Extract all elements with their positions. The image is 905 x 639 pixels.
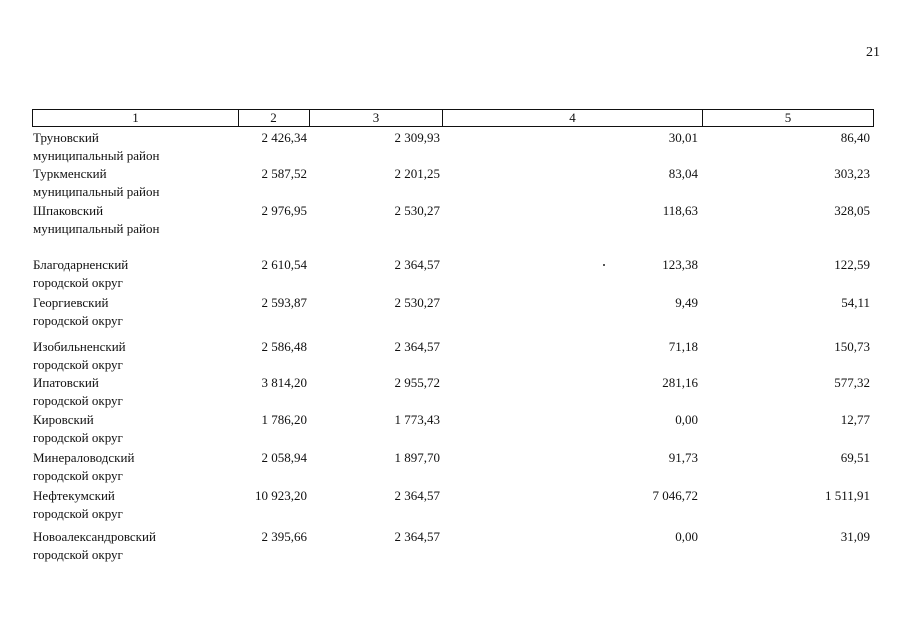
table-row [0, 165, 905, 205]
header-col-2: 2 [238, 109, 310, 127]
table-row [0, 294, 905, 334]
district-name [33, 338, 233, 374]
district-name [33, 449, 233, 485]
value-col-5: 577,32 [834, 375, 870, 390]
value-col-2: 2 610,54 [261, 257, 307, 272]
value-col-4: 281,16 [662, 375, 698, 390]
value-col-2: 10 923,20 [255, 488, 307, 503]
table-row [0, 256, 905, 296]
value-col-5: 150,73 [834, 339, 870, 354]
value-col-4: 91,73 [668, 450, 698, 465]
district-name [33, 202, 233, 238]
value-col-2: 2 586,48 [261, 339, 307, 354]
value-col-5: 86,40 [840, 130, 870, 145]
value-col-5: 303,23 [834, 166, 870, 181]
district-type-line: городской округ [33, 506, 123, 521]
district-name-line: Благодарненский [33, 257, 129, 272]
value-col-3: 1 773,43 [394, 412, 440, 427]
value-col-2: 3 814,20 [261, 375, 307, 390]
value-col-3: 2 530,27 [394, 203, 440, 218]
district-name-line: Минераловодский [33, 450, 135, 465]
value-col-4: 123,38 [662, 257, 698, 272]
value-col-2: 2 395,66 [261, 529, 307, 544]
district-name [33, 294, 233, 330]
district-name-line: Туркменский [33, 166, 107, 181]
district-name-line: Георгиевский [33, 295, 109, 310]
value-col-5: 31,09 [840, 529, 870, 544]
value-col-5: 54,11 [841, 295, 870, 310]
header-col-1: 1 [32, 109, 239, 127]
district-type-line: городской округ [33, 430, 123, 445]
district-name [33, 411, 233, 447]
value-col-2: 2 593,87 [261, 295, 307, 310]
value-col-3: 1 897,70 [394, 450, 440, 465]
district-type-line: городской округ [33, 547, 123, 562]
value-col-5: 69,51 [840, 450, 870, 465]
district-name [33, 528, 233, 564]
value-col-4: 83,04 [668, 166, 698, 181]
district-name-line: Кировский [33, 412, 94, 427]
district-name [33, 374, 233, 410]
value-col-3: 2 309,93 [394, 130, 440, 145]
value-col-4: 30,01 [668, 130, 698, 145]
table-row [0, 411, 905, 451]
value-col-5: 1 511,91 [824, 488, 870, 503]
value-col-3: 2 201,25 [394, 166, 440, 181]
table-row [0, 487, 905, 527]
value-col-3: 2 530,27 [394, 295, 440, 310]
value-col-3: 2 364,57 [394, 257, 440, 272]
district-type-line: городской округ [33, 468, 123, 483]
table-row [0, 202, 905, 242]
district-type-line: городской округ [33, 393, 123, 408]
value-col-5: 12,77 [840, 412, 870, 427]
value-col-5: 122,59 [834, 257, 870, 272]
district-type-line: городской округ [33, 313, 123, 328]
table-row [0, 528, 905, 568]
district-type-line: муниципальный район [33, 184, 160, 199]
page-number: 21 [866, 45, 880, 60]
table-row [0, 449, 905, 489]
district-type-line: городской округ [33, 357, 123, 372]
value-col-4: 118,63 [662, 203, 698, 218]
value-col-4: 71,18 [668, 339, 698, 354]
scan-speck [603, 264, 605, 266]
value-col-4: 9,49 [675, 295, 698, 310]
table-row [0, 338, 905, 378]
value-col-3: 2 364,57 [394, 339, 440, 354]
district-name [33, 256, 233, 292]
district-name-line: Шпаковский [33, 203, 104, 218]
value-col-2: 2 976,95 [261, 203, 307, 218]
value-col-3: 2 364,57 [394, 488, 440, 503]
district-name-line: Нефтекумский [33, 488, 115, 503]
value-col-5: 328,05 [834, 203, 870, 218]
district-name-line: Изобильненский [33, 339, 126, 354]
value-col-3: 2 955,72 [394, 375, 440, 390]
table-header [32, 109, 874, 127]
value-col-2: 1 786,20 [261, 412, 307, 427]
header-col-3: 3 [310, 109, 443, 127]
table-row [0, 129, 905, 169]
value-col-4: 0,00 [675, 529, 698, 544]
value-col-4: 0,00 [675, 412, 698, 427]
value-col-4: 7 046,72 [652, 488, 698, 503]
district-name-line: Новоалександровский [33, 529, 156, 544]
value-col-2: 2 058,94 [261, 450, 307, 465]
district-name [33, 487, 233, 523]
district-name [33, 129, 233, 165]
district-type-line: городской округ [33, 275, 123, 290]
table-row [0, 374, 905, 414]
header-col-5: 5 [703, 109, 874, 127]
value-col-2: 2 426,34 [261, 130, 307, 145]
district-name-line: Труновский [33, 130, 99, 145]
value-col-2: 2 587,52 [261, 166, 307, 181]
value-col-3: 2 364,57 [394, 529, 440, 544]
district-name [33, 165, 233, 201]
header-col-4: 4 [443, 109, 703, 127]
district-type-line: муниципальный район [33, 221, 160, 236]
district-type-line: муниципальный район [33, 148, 160, 163]
district-name-line: Ипатовский [33, 375, 99, 390]
